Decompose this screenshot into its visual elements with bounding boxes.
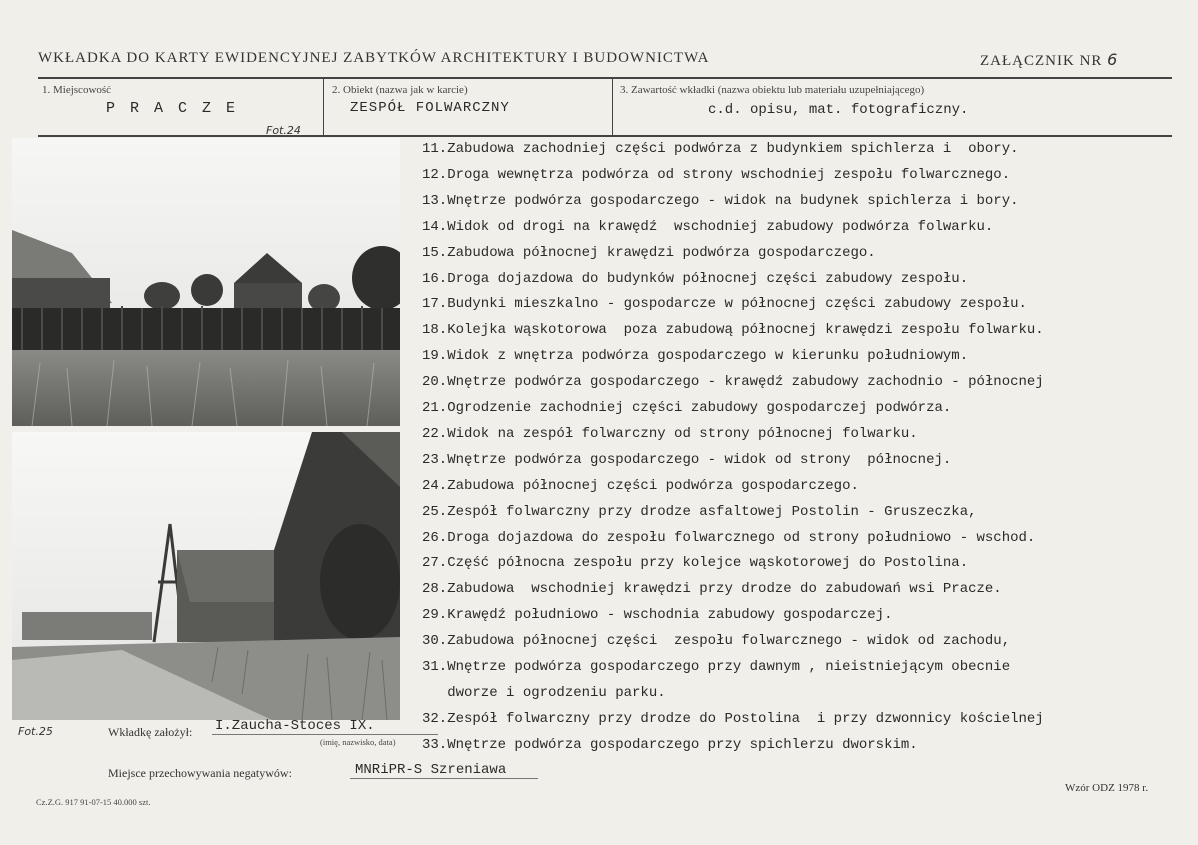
storage-underline xyxy=(350,778,538,779)
description-line: 31.Wnętrze podwórza gospodarczego przy dawnym , nieistniejącym obecnie xyxy=(422,659,1011,675)
description-line: 17.Budynki mieszkalno - gospodarcze w północnej części zabudowy zespołu. xyxy=(422,296,1027,313)
description-line: 19.Widok z wnętrza podwórza gospodarczego w kierunku południowym. xyxy=(422,348,969,365)
photo-farm-buildings-fence xyxy=(12,138,400,426)
attachment-number-value: 6 xyxy=(1107,50,1119,69)
storage-value: MNRiPR-S Szreniawa xyxy=(355,762,507,778)
founder-value: I.Zaucha-Stoces IX. xyxy=(215,718,375,734)
contents-label: 3. Zawartość wkładki (nazwa obiektu lub materiału uzupełniającego) xyxy=(620,84,925,96)
description-line: 12.Droga wewnętrza podwórza od strony wschodniej zespołu folwarcznego. xyxy=(422,166,1011,183)
description-line: 23.Wnętrze podwórza gospodarczego - widok od strony północnej. xyxy=(422,451,952,468)
description-line: dworze i ogrodzeniu parku. xyxy=(422,684,666,701)
locality-label: 1. Miejscowość xyxy=(42,84,112,96)
photo2-image xyxy=(12,432,400,720)
description-line: 14.Widok od drogi na krawędź wschodniej zabudowy podwórza folwarku. xyxy=(422,218,994,235)
description-line: 33.Wnętrze podwórza gospodarczego przy spichlerzu dworskim. xyxy=(422,736,918,753)
description-line: 11.Zabudowa zachodniej części podwórza z budynkiem spichlerza i obory. xyxy=(422,141,1019,157)
object-label: 2. Obiekt (nazwa jak w karcie) xyxy=(332,84,468,96)
photo-belfry-barn-brick-building xyxy=(12,432,400,720)
description-line: 20.Wnętrze podwórza gospodarczego - krawędź zabudowy zachodnio - północnej xyxy=(422,374,1044,391)
description-line: 29.Krawędź południowo - wschodnia zabudowy gospodarczej. xyxy=(422,607,893,624)
founder-label: Wkładkę założył: xyxy=(108,725,193,739)
description-line: 13.Wnętrze podwórza gospodarczego - widok na budynek spichlerza i bory. xyxy=(422,192,1019,209)
locality-value: P R A C Z E xyxy=(106,100,239,117)
photo1-caption: Fot.24 xyxy=(266,124,301,137)
description-line: 22.Widok na zespół folwarczny od strony północnej folwarku. xyxy=(422,425,918,442)
field-divider-2 xyxy=(612,79,613,135)
attachment-label: ZAŁĄCZNIK NR xyxy=(980,53,1103,69)
fields-bottom-rule xyxy=(38,135,1172,137)
description-line: 21.Ogrodzenie zachodniej części zabudowy gospodarczej podwórza. xyxy=(422,400,952,416)
description-line: 24.Zabudowa północnej części podwórza gospodarczego. xyxy=(422,477,859,494)
description-line: 28.Zabudowa wschodniej krawędzi przy drodze do zabudowań wsi Pracze. xyxy=(422,581,1002,598)
description-line: 16.Droga dojazdowa do budynków północnej części zabudowy zespołu. xyxy=(422,270,969,287)
form-title: WKŁADKA DO KARTY EWIDENCYJNEJ ZABYTKÓW ARCHITEKTURY I BUDOWNICTWA xyxy=(38,50,710,66)
founder-underline xyxy=(212,734,438,735)
description-line: 30.Zabudowa północnej części zespołu folwarcznego - widok od zachodu, xyxy=(422,633,1011,650)
field-divider-1 xyxy=(323,79,324,135)
photo1-image xyxy=(12,138,400,426)
storage-label: Miejsce przechowywania negatywów: xyxy=(108,766,292,780)
print-info: Cz.Z.G. 917 91-07-15 40.000 szt. xyxy=(36,797,151,807)
contents-value: c.d. opisu, mat. fotograficzny. xyxy=(708,102,969,118)
founder-hint: (imię, nazwisko, data) xyxy=(320,737,396,747)
description-line: 32.Zespół folwarczny przy drodze do Postolina i przy dzwonnicy kościelnej xyxy=(422,710,1044,727)
description-line: 18.Kolejka wąskotorowa poza zabudową północnej krawędzi zespołu folwarku. xyxy=(422,322,1044,339)
form-code: Wzór ODZ 1978 r. xyxy=(1065,782,1149,794)
description-line: 15.Zabudowa północnej krawędzi podwórza gospodarczego. xyxy=(422,244,876,261)
photo2-caption: Fot.25 xyxy=(18,725,53,738)
top-rule xyxy=(38,77,1172,79)
description-line: 26.Droga dojazdowa do zespołu folwarcznego od strony południowo - wschod. xyxy=(422,529,1036,546)
object-value: ZESPÓŁ FOLWARCZNY xyxy=(350,100,510,116)
attachment-number xyxy=(980,50,1118,70)
description-line: 27.Część północna zespołu przy kolejce wąskotorowej do Postolina. xyxy=(422,555,969,572)
description-line: 25.Zespół folwarczny przy drodze asfaltowej Postolin - Gruszeczka, xyxy=(422,503,977,520)
